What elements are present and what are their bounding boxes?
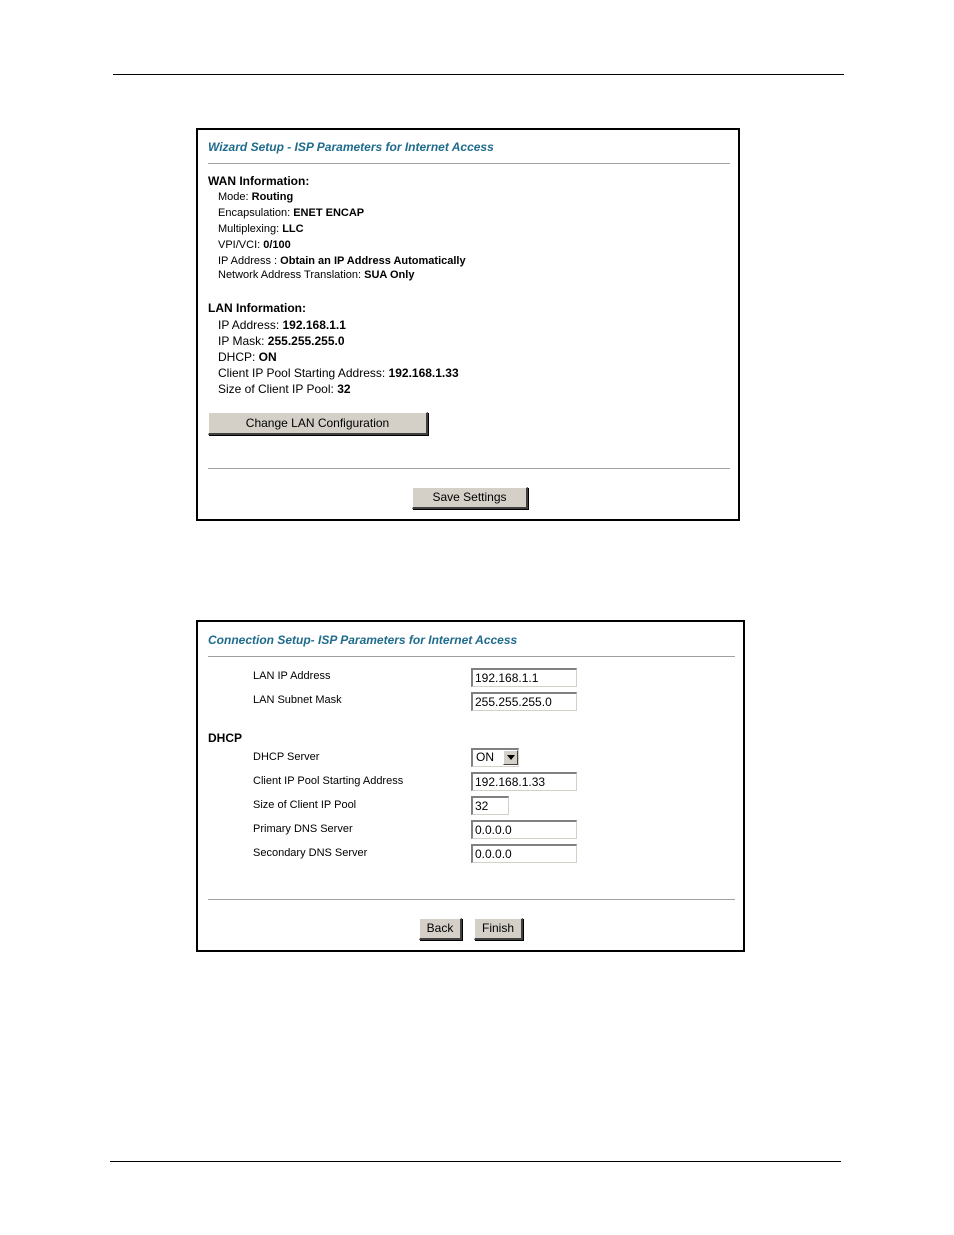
lan-pool-start-label: Client IP Pool Starting Address: bbox=[218, 366, 389, 380]
wan-mode-value: Routing bbox=[251, 191, 294, 203]
primary-dns-server-input[interactable] bbox=[471, 820, 577, 839]
lan-ip-address-label: LAN IP Address bbox=[253, 670, 331, 682]
primary-dns-server-label: Primary DNS Server bbox=[253, 823, 353, 835]
wan-mode-label: Mode: bbox=[218, 191, 252, 203]
lan-pool-size-value: 32 bbox=[337, 382, 351, 396]
lan-pool-start bbox=[218, 366, 459, 380]
client-ip-pool-size-input[interactable] bbox=[471, 796, 509, 815]
back-button[interactable]: Back bbox=[419, 918, 462, 940]
client-ip-pool-size-label: Size of Client IP Pool bbox=[253, 799, 357, 811]
secondary-dns-server-label: Secondary DNS Server bbox=[253, 847, 368, 859]
lan-ip-mask bbox=[218, 334, 345, 348]
wan-ip-address-label: IP Address : bbox=[218, 255, 281, 267]
wan-mode bbox=[218, 191, 293, 203]
finish-button[interactable]: Finish bbox=[474, 918, 523, 940]
lan-ip-address-label: IP Address: bbox=[218, 318, 283, 332]
wizard-title-divider bbox=[208, 163, 730, 164]
wan-vpi-vci bbox=[218, 239, 291, 251]
dhcp-server-selected-value: ON bbox=[476, 750, 494, 764]
lan-pool-size-label: Size of Client IP Pool: bbox=[218, 382, 338, 396]
lan-dhcp bbox=[218, 350, 277, 364]
client-ip-pool-start-input[interactable] bbox=[471, 772, 577, 791]
wan-ip-address-value: Obtain an IP Address Automatically bbox=[280, 255, 466, 267]
lan-dhcp-value: ON bbox=[258, 350, 277, 364]
connection-title-divider bbox=[208, 656, 735, 657]
lan-dhcp-label: DHCP: bbox=[218, 350, 259, 364]
lan-pool-start-value: 192.168.1.33 bbox=[388, 366, 459, 380]
secondary-dns-server-input[interactable] bbox=[471, 844, 577, 863]
wan-vpi-vci-value: 0/100 bbox=[263, 239, 291, 251]
wan-encapsulation bbox=[218, 207, 364, 219]
lan-ip-address bbox=[218, 318, 346, 332]
wan-nat bbox=[218, 269, 414, 281]
wan-multiplexing-value: LLC bbox=[282, 223, 304, 235]
lan-subnet-mask-label: LAN Subnet Mask bbox=[253, 694, 342, 706]
connection-panel-title: Connection Setup- ISP Parameters for Internet Access bbox=[208, 633, 518, 647]
lan-ip-address-input[interactable] bbox=[471, 668, 577, 687]
wan-encapsulation-value: ENET ENCAP bbox=[293, 207, 365, 219]
dhcp-server-label: DHCP Server bbox=[253, 751, 320, 763]
lan-ip-address-value: 192.168.1.1 bbox=[282, 318, 346, 332]
dhcp-heading: DHCP bbox=[208, 731, 243, 745]
wan-multiplexing bbox=[218, 223, 304, 235]
client-ip-pool-start-label: Client IP Pool Starting Address bbox=[253, 775, 404, 787]
wan-nat-value: SUA Only bbox=[364, 269, 415, 281]
change-lan-configuration-button[interactable]: Change LAN Configuration bbox=[208, 412, 428, 435]
wan-vpi-vci-label: VPI/VCI: bbox=[218, 239, 264, 251]
dhcp-server-select[interactable] bbox=[471, 748, 519, 767]
lan-subnet-mask-input[interactable] bbox=[471, 692, 577, 711]
chevron-down-icon[interactable] bbox=[503, 750, 518, 765]
wan-nat-label: Network Address Translation: bbox=[218, 269, 365, 281]
lan-ip-mask-label: IP Mask: bbox=[218, 334, 268, 348]
wan-ip-address bbox=[218, 255, 466, 267]
page-header-rule bbox=[113, 74, 844, 75]
lan-pool-size bbox=[218, 382, 351, 396]
lan-info-heading: LAN Information: bbox=[208, 301, 306, 315]
connection-setup-panel bbox=[196, 620, 745, 952]
connection-bottom-divider bbox=[208, 899, 735, 900]
wan-multiplexing-label: Multiplexing: bbox=[218, 223, 283, 235]
wan-encapsulation-label: Encapsulation: bbox=[218, 207, 294, 219]
page-footer-rule bbox=[110, 1161, 841, 1162]
wan-info-heading: WAN Information: bbox=[208, 174, 310, 188]
wizard-bottom-divider bbox=[208, 468, 730, 469]
lan-ip-mask-value: 255.255.255.0 bbox=[267, 334, 345, 348]
wizard-setup-panel bbox=[196, 128, 740, 521]
save-settings-button[interactable]: Save Settings bbox=[412, 487, 528, 509]
wizard-panel-title: Wizard Setup - ISP Parameters for Internet Access bbox=[208, 140, 494, 154]
